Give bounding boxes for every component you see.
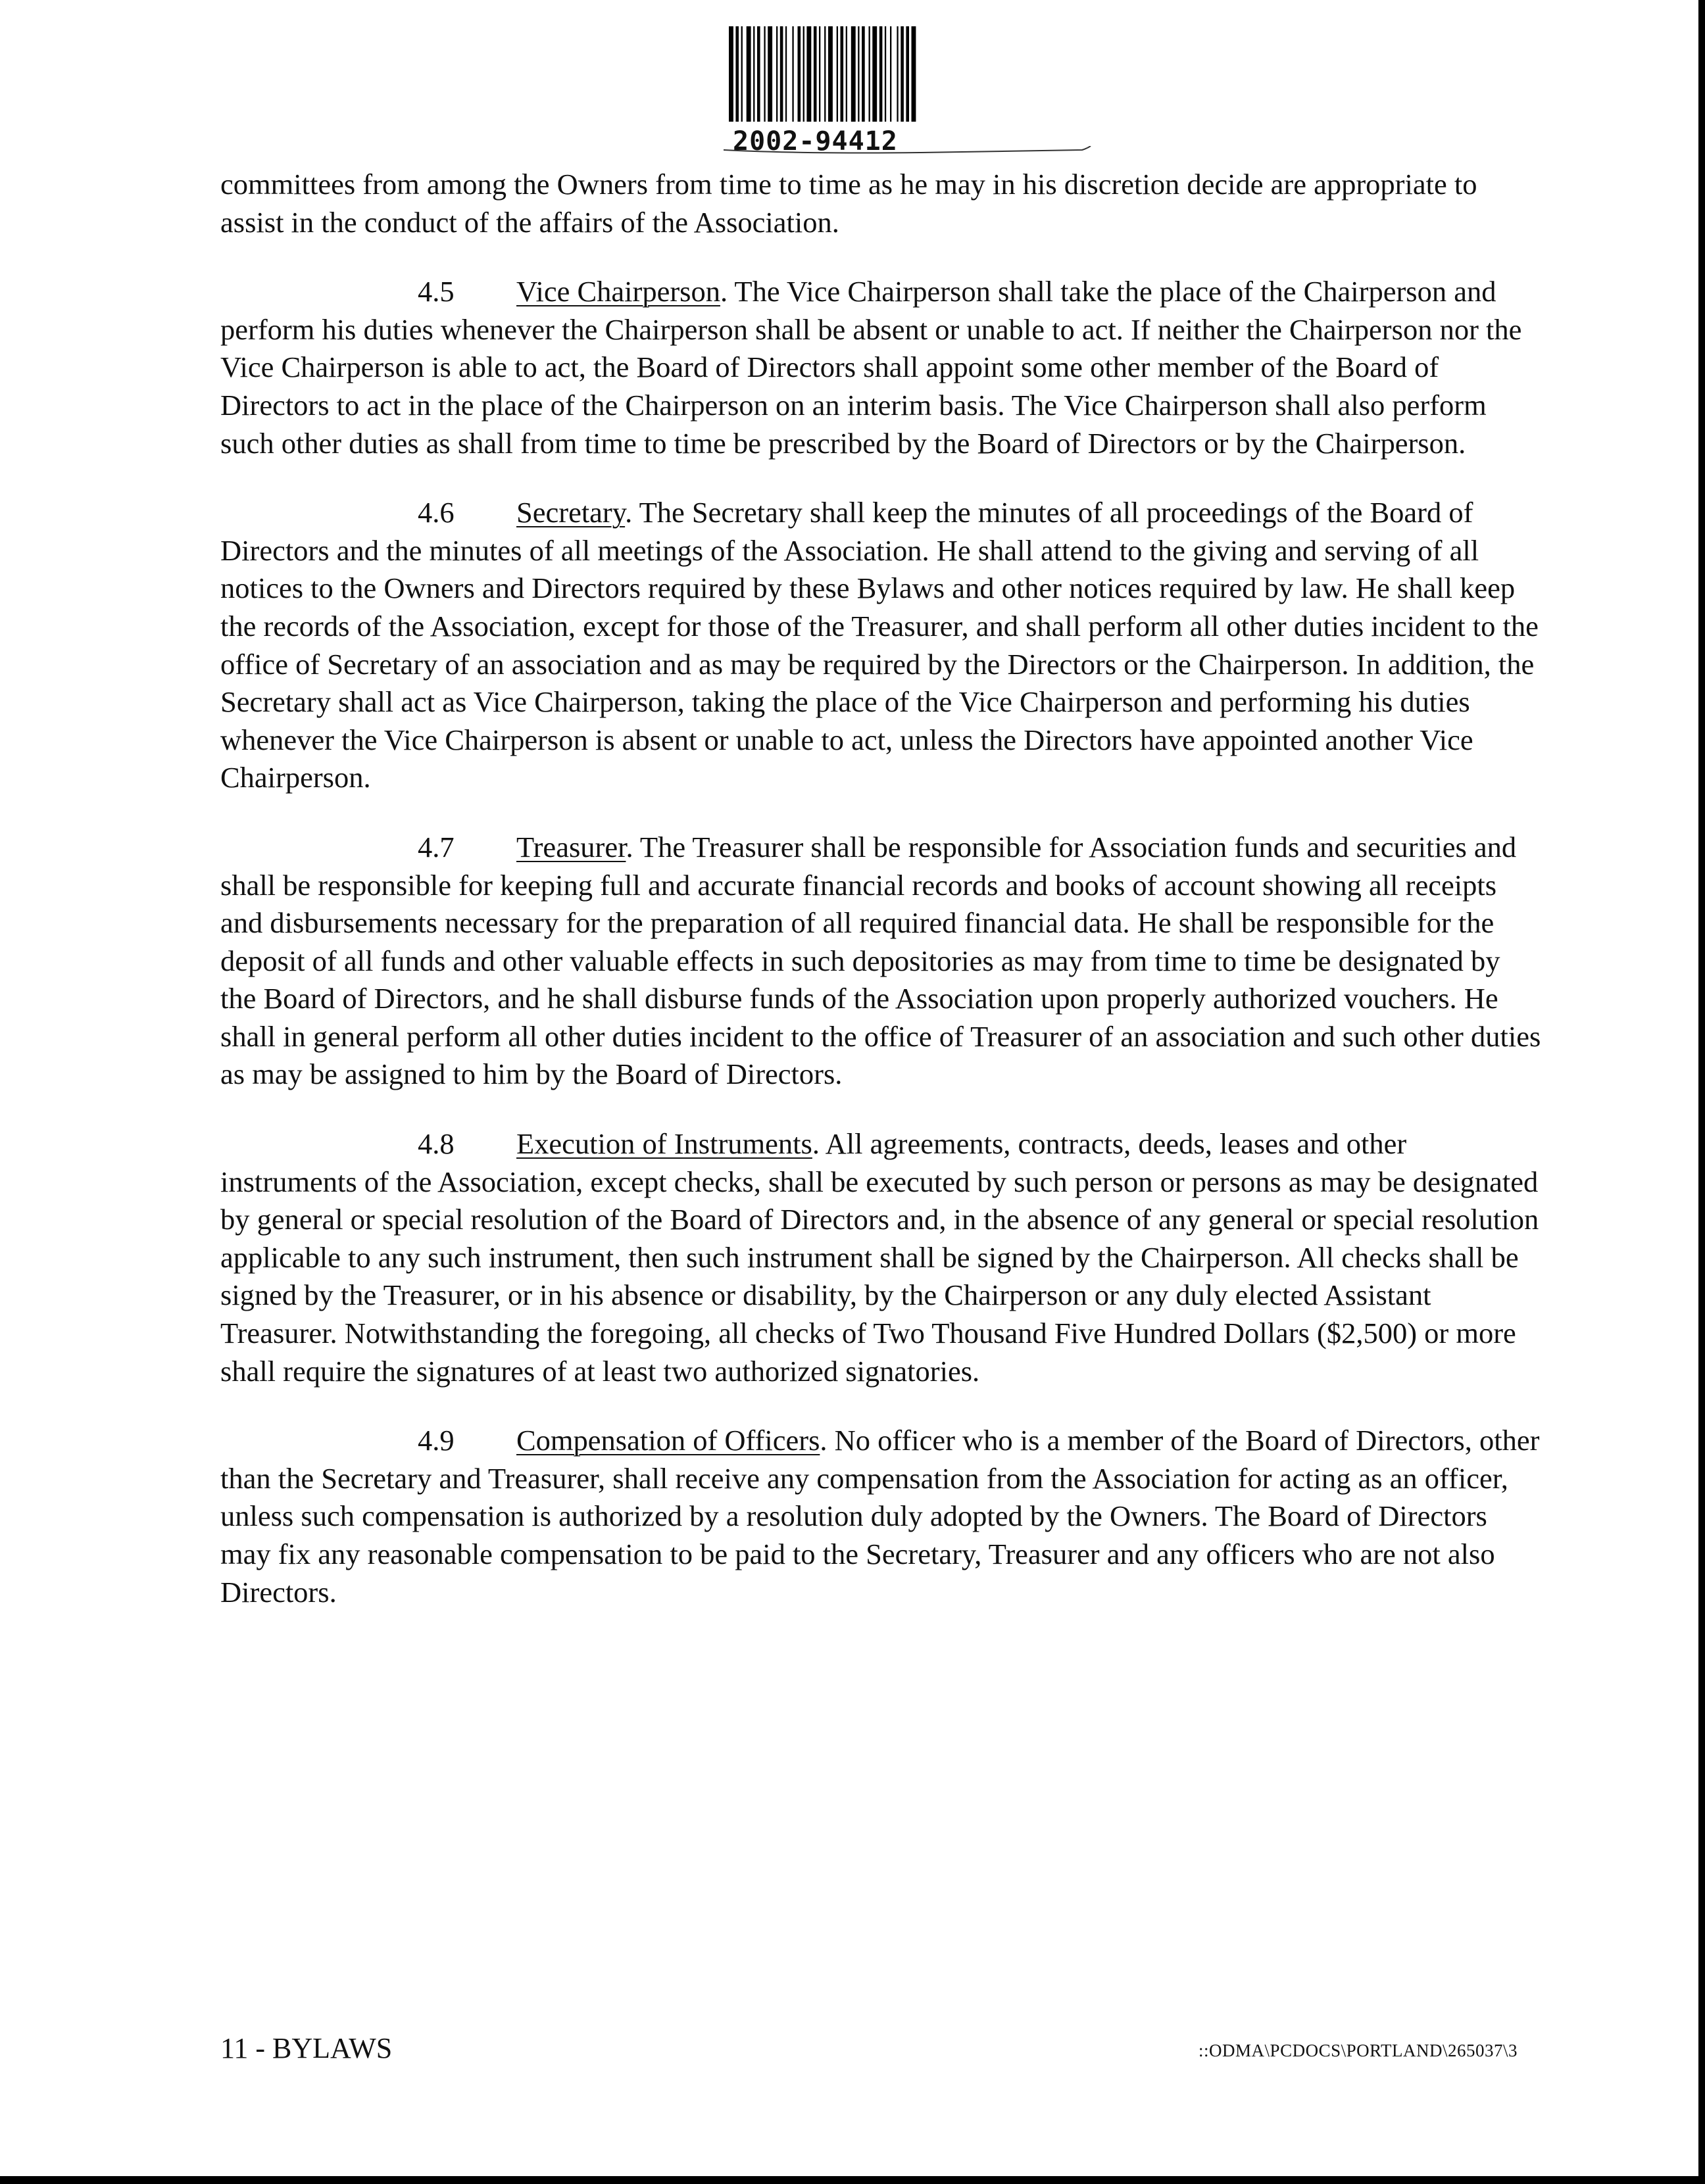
- section-text: . All agreements, contracts, deeds, leases and other instruments of the Association, except checks, shall be executed by such person or persons as may be designated by general or special resolution of the Board of Directors and, in the absence of any general or special resolution applicable to any such instrument, then such instrument shall be signed by the Chairperson. All checks shall be signed by the Treasurer, or in his absence or disability, by the Chairperson or any duly elected Assistant Treasurer. Notwithstanding the foregoing, all checks of Two Thousand Five Hundred Dollars ($2,500) or more shall require the signatures of at least two authorized signatories.: [220, 1127, 1539, 1388]
- section-number: 4.8: [418, 1127, 455, 1161]
- barcode-bar: [785, 26, 787, 122]
- lead-paragraph: committees from among the Owners from time to time as he may in his discretion decide are appropriate to assist in the conduct of the affairs of the Association.: [220, 168, 1477, 239]
- barcode-bar: [729, 26, 733, 122]
- section-text: . The Secretary shall keep the minutes of all proceedings of the Board of Directors and the minutes of all meetings of the Association. He shall attend to the giving and serving of all notices to the Owners and Directors required by these Bylaws and other notices required by law. He shall keep the records of the Association, except for those of the Treasurer, and shall perform all other duties incident to the office of Secretary of an association and as may be required by the Directors or the Chairperson. In addition, the Secretary shall act as Vice Chairperson, taking the place of the Vice Chairperson and performing his duties whenever the Vice Chairperson is absent or unable to act, unless the Directors have appointed another Vice Chairperson.: [220, 496, 1539, 794]
- section-4-8: [220, 1125, 1543, 1390]
- document-path: ::ODMA\PCDOCS\PORTLAND\265037\3: [1198, 2041, 1518, 2060]
- section-4-5: [220, 273, 1543, 462]
- barcode-bar: [862, 26, 865, 122]
- barcode-bar: [757, 26, 760, 122]
- section-number: 4.6: [418, 496, 455, 529]
- section-number: 4.7: [418, 830, 455, 863]
- barcode-bar: [828, 26, 833, 122]
- section-text: . No officer who is a member of the Board of Directors, other than the Secretary and Treasurer, shall receive any compensation from the Association for acting as an officer, unless such compensation is authorized by a resolution duly adopted by the Owners. The Board of Directors may fix any reasonable compensation to be paid to the Secretary, Treasurer and any officers who are not also Directors.: [220, 1424, 1540, 1609]
- barcode: [724, 26, 1118, 171]
- barcode-bar: [879, 26, 883, 122]
- barcode-bar: [869, 26, 870, 122]
- barcode-bar: [803, 26, 804, 122]
- section-4-9: [220, 1422, 1543, 1611]
- barcode-bar: [753, 26, 754, 122]
- barcode-bar: [885, 26, 886, 122]
- section-title: Treasurer: [516, 830, 626, 863]
- barcode-bar: [792, 26, 793, 122]
- barcode-underline: [724, 146, 1092, 166]
- section-number: 4.9: [418, 1424, 455, 1457]
- section-text: . The Treasurer shall be responsible for Association funds and securities and shall be responsible for keeping full and accurate financial records and books of account showing all receipts and disbursements necessary for the preparation of all required financial data. He shall be responsible for the deposit of all funds and other valuable effects in such depositories as may from time to time be designated by the Board of Directors, and he shall disburse funds of the Association upon properly authorized vouchers. He shall in general perform all other duties incident to the office of Treasurer of an association and such other duties as may be assigned to him by the Board of Directors.: [220, 830, 1541, 1091]
- barcode-bar: [851, 26, 856, 122]
- barcode-bar: [806, 26, 811, 122]
- barcode-bar: [846, 26, 847, 122]
- section-title: Vice Chairperson: [516, 275, 720, 308]
- section-title: Secretary: [516, 496, 626, 529]
- barcode-bar: [897, 26, 898, 122]
- section-4-7: [220, 829, 1543, 1094]
- barcode-bar: [890, 26, 891, 122]
- page-label: 11 - BYLAWS: [220, 2032, 393, 2064]
- barcode-bar: [768, 26, 772, 122]
- document-body: [220, 166, 1543, 1643]
- barcode-bar: [824, 26, 826, 122]
- section-number: 4.5: [418, 275, 455, 308]
- barcode-bar: [814, 26, 817, 122]
- barcode-bar: [819, 26, 820, 122]
- barcode-bar: [872, 26, 877, 122]
- barcode-bar: [798, 26, 801, 122]
- barcode-bar: [780, 26, 783, 122]
- barcode-bar: [906, 26, 909, 122]
- barcode-bar: [837, 26, 838, 122]
- barcode-bar: [841, 26, 844, 122]
- section-text: . The Vice Chairperson shall take the place of the Chairperson and perform his duties whenever the Chairperson shall be absent or unable to act. If neither the Chairperson nor the Vice Chairperson is able to act, the Board of Directors shall appoint some other member of the Board of Directors to act in the place of the Chairperson on an interim basis. The Vice Chairperson shall also perform such other duties as shall from time to time be prescribed by the Board of Directors or by the Chairperson.: [220, 275, 1522, 460]
- barcode-image: [729, 26, 1031, 125]
- section-4-6: [220, 494, 1543, 797]
- barcode-bar: [858, 26, 859, 122]
- barcode-bar: [901, 26, 904, 122]
- barcode-bar: [735, 26, 739, 122]
- section-title: Execution of Instruments: [516, 1127, 812, 1161]
- barcode-bar: [747, 26, 751, 122]
- barcode-bar: [776, 26, 778, 122]
- barcode-bar: [912, 26, 916, 122]
- section-title: Compensation of Officers: [516, 1424, 820, 1457]
- barcode-bar: [764, 26, 765, 122]
- barcode-number: 2002-94412: [733, 126, 898, 157]
- barcode-bar: [741, 26, 743, 122]
